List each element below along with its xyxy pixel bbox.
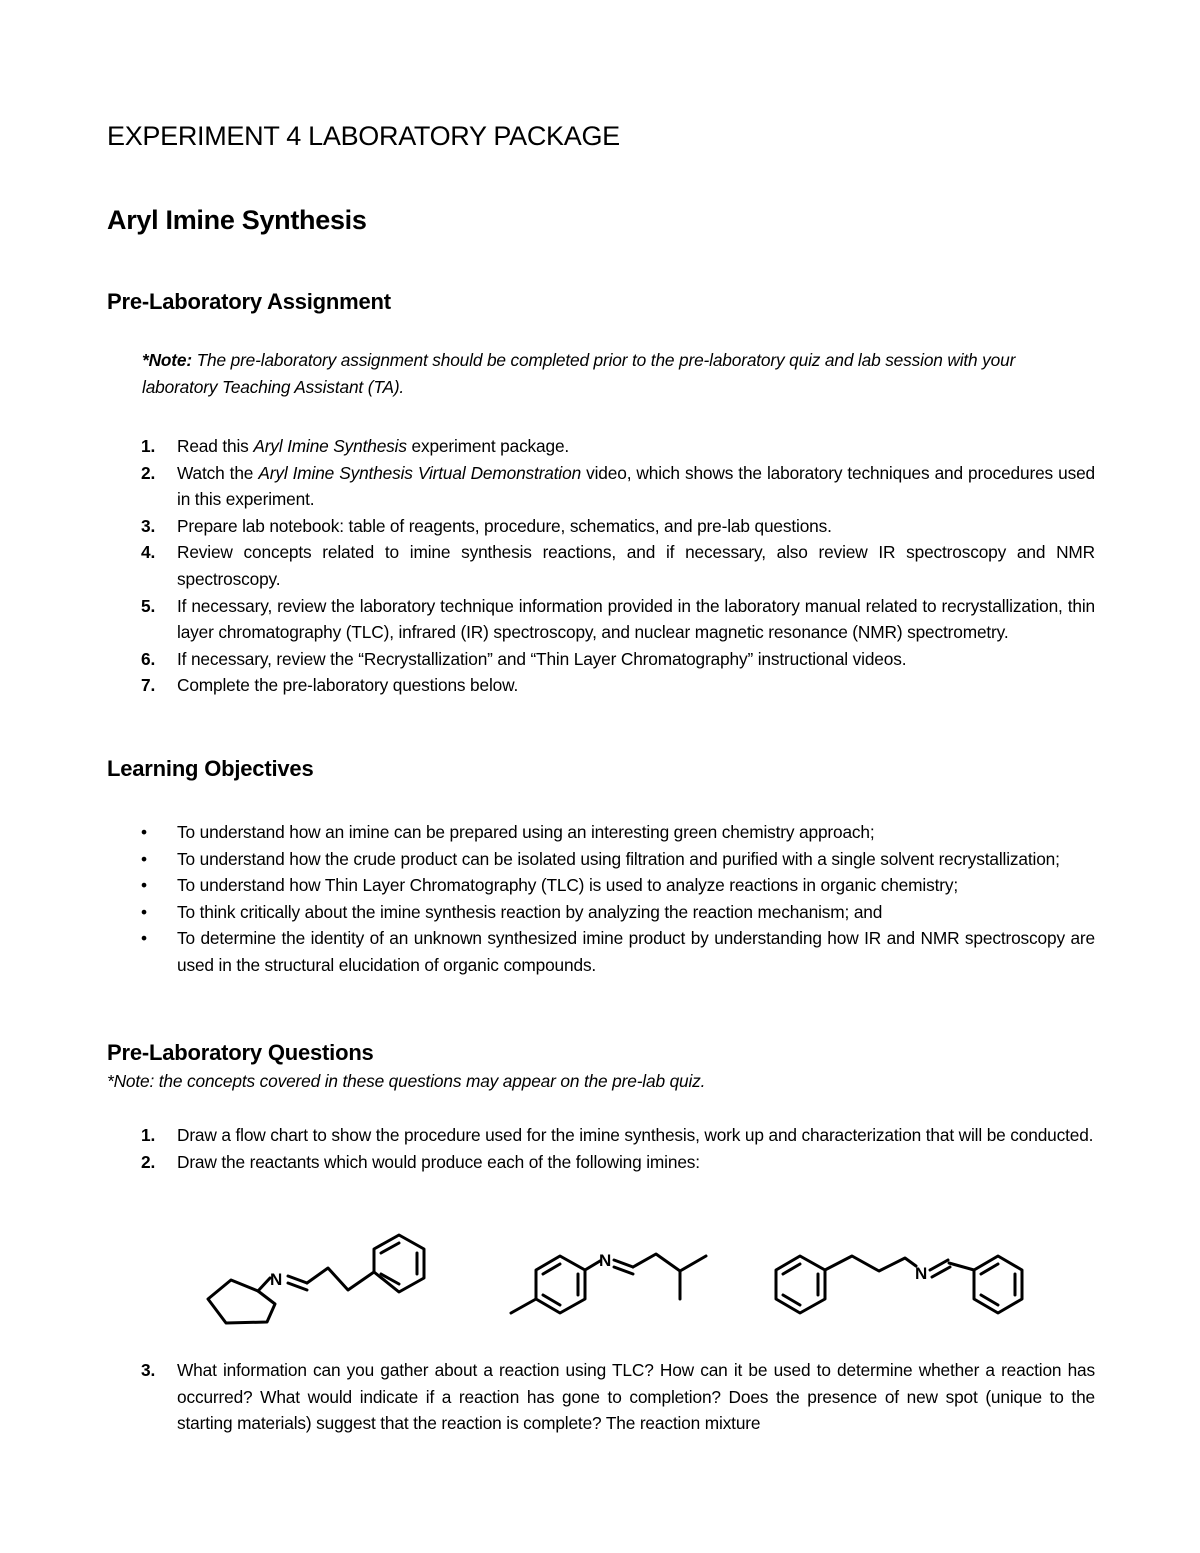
list-item [107, 513, 1095, 540]
list-item-text: If necessary, review the laboratory technique information provided in the laboratory manual related to recrystallization, thin layer chromatography (TLC), infrared (IR) spectroscopy, and nuclear magnetic resonance (NMR) spectrometry. [177, 595, 1095, 643]
tolyl-inner-bonds [543, 1264, 578, 1305]
bond-aryl-n [585, 1261, 600, 1270]
list-item-text: Draw a flow chart to show the procedure used for the imine synthesis, work up and characterization that will be conducted. [177, 1125, 1094, 1145]
imine-structure-3 [776, 1256, 1022, 1313]
prelab-questions-list-continued [107, 1357, 1095, 1437]
list-item [107, 819, 1095, 846]
list-item-text: What information can you gather about a reaction using TLC? How can it be used to determine whether a reaction has occurred? What would indicate if a reaction has gone to completion? Does the presence of new spot (unique to the starting materials) suggest that the reaction is complete? The reaction mixture [177, 1360, 1095, 1434]
list-item [107, 899, 1095, 926]
list-item-text: To think critically about the imine synthesis reaction by analyzing the reaction mechanism; and [177, 901, 883, 922]
bullet-marker: • [141, 901, 147, 922]
list-item-text: If necessary, review the “Recrystallization” and “Thin Layer Chromatography” instructional videos. [177, 648, 907, 669]
list-item [107, 539, 1095, 592]
prelab-assignment-list [107, 433, 1095, 699]
list-item-text: To understand how an imine can be prepared using an interesting green chemistry approach; [177, 822, 875, 842]
list-item-text: To understand how Thin Layer Chromatography (TLC) is used to analyze reactions in organic chemistry; [177, 875, 958, 896]
emphasis-text: Aryl Imine Synthesis [253, 436, 407, 456]
list-number: 4. [141, 542, 156, 563]
nitrogen-label-1: N [270, 1270, 283, 1289]
methyl-bond [511, 1299, 536, 1313]
list-item [107, 846, 1095, 873]
nitrogen-label-3: N [915, 1264, 928, 1283]
bond-n-cyclopentyl [258, 1278, 270, 1291]
list-number: 1. [141, 436, 156, 456]
learning-objectives-list [107, 819, 1095, 979]
list-item [107, 433, 1095, 460]
bullet-marker: • [141, 875, 147, 896]
list-number: 7. [141, 675, 156, 696]
isobutyl-chain [633, 1254, 706, 1299]
bullet-marker: • [141, 822, 147, 842]
document-title: EXPERIMENT 4 LABORATORY PACKAGE [107, 121, 620, 151]
prelab-questions-note: *Note: the concepts covered in these questions may appear on the pre-lab quiz. [107, 1071, 706, 1091]
list-number: 2. [141, 462, 156, 483]
alkyl-chain [307, 1268, 374, 1290]
list-item-text: video, which shows the laboratory techniques and procedures used in this experiment. [177, 462, 1095, 510]
list-item-text: Complete the pre-laboratory questions below. [177, 675, 519, 696]
bullet-marker: • [141, 928, 147, 949]
list-item [107, 646, 1095, 673]
list-number: 3. [141, 1360, 156, 1380]
list-item-text: experiment package. [406, 436, 570, 456]
prelab-questions-heading: Pre-Laboratory Questions [107, 1040, 374, 1065]
list-item [107, 1357, 1095, 1437]
bullet-marker: • [141, 848, 147, 869]
cyclopentyl-ring [208, 1280, 275, 1323]
list-item-text: Prepare lab notebook: table of reagents, procedure, schematics, and pre-lab questions. [177, 515, 832, 536]
list-item-text: To understand how the crude product can be isolated using filtration and purified with a single solvent recrystallization; [177, 848, 1060, 869]
list-number: 6. [141, 648, 156, 669]
note-label: *Note: [142, 350, 192, 370]
bond-imine-double-2 [614, 1260, 633, 1274]
list-item [107, 593, 1095, 646]
list-item-text: To determine the identity of an unknown synthesized imine product by understanding how IR and NMR spectroscopy are used in the structural elucidation of organic compounds. [177, 928, 1095, 975]
nitrogen-label-2: N [599, 1251, 612, 1270]
alkyl-chain-3 [825, 1256, 916, 1271]
note-text: The pre-laboratory assignment should be completed prior to the pre-laboratory quiz and lab session with your laboratory Teaching Assistant (TA). [142, 350, 1016, 397]
prelab-assignment-note [107, 347, 1095, 400]
list-item [107, 1122, 1095, 1149]
phenyl-left-inner-bonds [783, 1264, 818, 1305]
list-number: 1. [141, 1125, 156, 1145]
learning-objectives-heading: Learning Objectives [107, 756, 314, 781]
prelab-questions-list [107, 1122, 1095, 1175]
list-item-text: Watch the [177, 462, 259, 483]
bond-imine-double [288, 1276, 307, 1290]
prelab-assignment-heading: Pre-Laboratory Assignment [107, 289, 391, 314]
document-subtitle: Aryl Imine Synthesis [107, 205, 367, 235]
list-number: 3. [141, 515, 156, 536]
phenyl-right-inner-bonds [981, 1264, 1015, 1305]
list-number: 5. [141, 595, 156, 616]
list-number: 2. [141, 1151, 156, 1172]
emphasis-text: Aryl Imine Synthesis Virtual Demonstration [258, 462, 582, 483]
list-item [107, 460, 1095, 513]
list-item [107, 672, 1095, 699]
list-item [107, 1149, 1095, 1176]
list-item [107, 872, 1095, 899]
list-item-text: Draw the reactants which would produce each of the following imines: [177, 1151, 700, 1172]
phenyl-inner-bonds [381, 1243, 417, 1284]
list-item-text: Review concepts related to imine synthesis reactions, and if necessary, also review IR spectroscopy and NMR spectroscopy. [177, 542, 1095, 589]
bond-to-phenyl-right [949, 1263, 974, 1270]
imine-structure-1 [208, 1235, 424, 1323]
list-item [107, 925, 1095, 978]
list-item-text: Read this [177, 436, 254, 456]
imine-structures [190, 1228, 1040, 1340]
bond-imine-double-3 [930, 1260, 950, 1277]
